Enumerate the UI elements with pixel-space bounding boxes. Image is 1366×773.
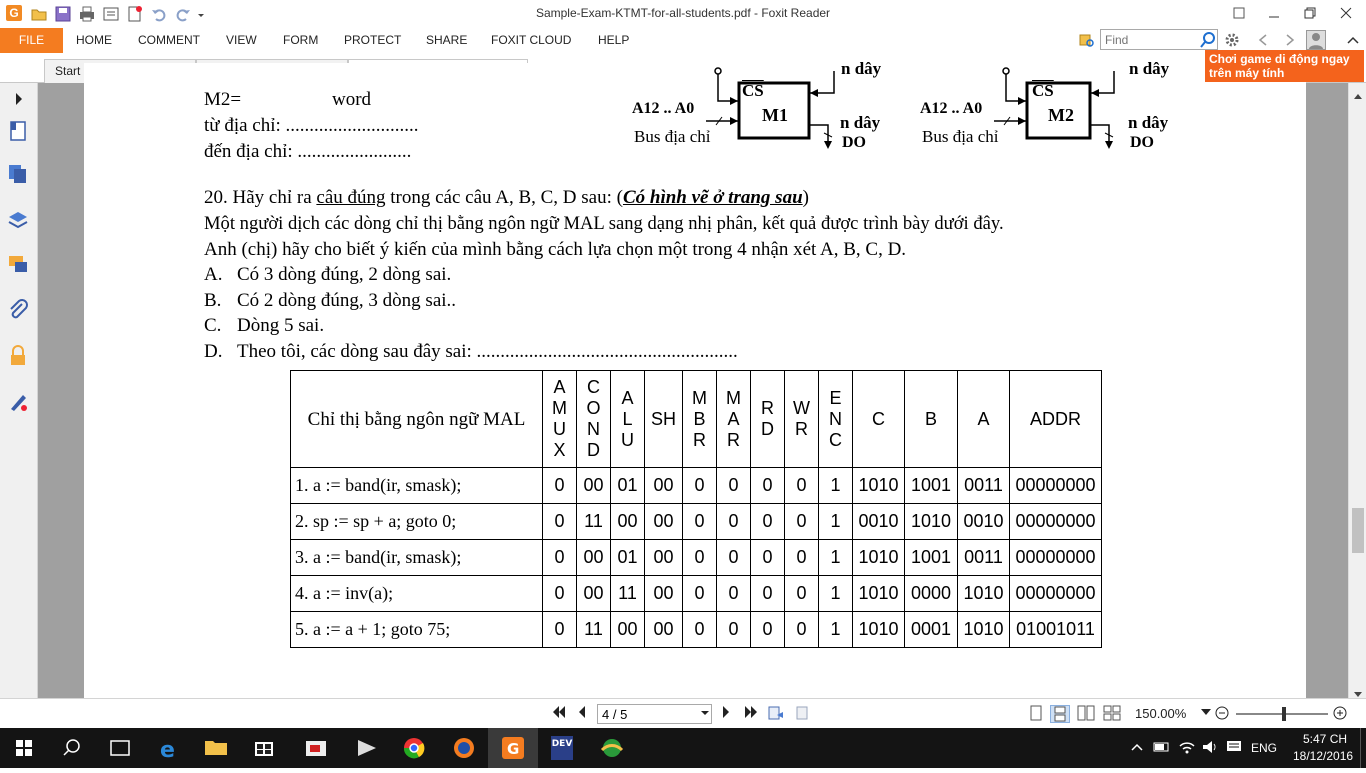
next-result-icon[interactable] — [1283, 31, 1297, 49]
value-cell: 0 — [717, 540, 751, 576]
value-cell: 00 — [611, 612, 645, 648]
battery-icon[interactable] — [1153, 739, 1171, 755]
value-cell: 1010 — [958, 576, 1010, 612]
value-cell: 00000000 — [1010, 576, 1102, 612]
value-cell: 0010 — [853, 504, 905, 540]
m2-word: word — [332, 89, 372, 110]
player-app-icon[interactable] — [342, 728, 390, 768]
page-dropdown-icon[interactable] — [700, 705, 710, 723]
store-icon[interactable] — [240, 728, 288, 768]
scroll-up-icon[interactable] — [1353, 87, 1363, 105]
task-view-icon[interactable] — [96, 728, 144, 768]
bookmarks-icon[interactable] — [7, 120, 29, 142]
header-enc: E N C — [819, 371, 853, 468]
value-cell: 1010 — [958, 612, 1010, 648]
expand-panel-icon[interactable] — [12, 89, 26, 111]
value-cell: 0 — [683, 576, 717, 612]
value-cell: 0 — [543, 576, 577, 612]
promo-line-1: Chơi game di động ngay — [1209, 52, 1350, 66]
signature-icon[interactable] — [7, 391, 29, 413]
page-number-input[interactable] — [597, 704, 712, 724]
table-row — [291, 576, 1102, 612]
value-cell: 0 — [717, 612, 751, 648]
volume-icon[interactable] — [1201, 738, 1219, 756]
vertical-scrollbar[interactable] — [1348, 83, 1366, 698]
minimize-button[interactable] — [1259, 2, 1289, 24]
value-cell: 0 — [717, 504, 751, 540]
value-cell: 00000000 — [1010, 468, 1102, 504]
option-b — [204, 290, 457, 312]
close-button[interactable] — [1331, 2, 1361, 24]
open-icon[interactable] — [30, 5, 48, 23]
edge-browser-icon[interactable] — [144, 728, 192, 768]
q20-suffix: ) — [802, 187, 809, 208]
m2-do-label: DO — [1130, 134, 1154, 151]
value-cell: 0 — [543, 540, 577, 576]
attachments-icon[interactable] — [7, 299, 29, 321]
option-text: Có 2 dòng đúng, 3 dòng sai.. — [237, 290, 457, 311]
foxit-taskbar-icon[interactable] — [488, 728, 538, 768]
q20-mid: trong các câu A, B, C, D sau: ( — [385, 187, 623, 208]
pdf-page — [84, 59, 1306, 723]
value-cell: 1010 — [853, 468, 905, 504]
option-key: D. — [204, 341, 223, 362]
file-explorer-icon[interactable] — [192, 728, 240, 768]
value-cell: 0 — [683, 612, 717, 648]
value-cell: 0011 — [958, 468, 1010, 504]
instruction-cell: 1. a := band(ir, smask); — [291, 468, 543, 504]
memory-m1-diagram — [626, 59, 926, 168]
header-sh: SH — [645, 371, 683, 468]
show-hidden-icons[interactable] — [1130, 740, 1144, 754]
redo-icon[interactable] — [174, 5, 192, 23]
value-cell: 0010 — [958, 504, 1010, 540]
option-text: Theo tôi, các dòng sau đây sai: ....................................................... — [237, 341, 738, 362]
facing-view-icon[interactable] — [1077, 705, 1095, 723]
option-d — [204, 341, 738, 363]
gear-icon[interactable] — [1223, 31, 1241, 49]
value-cell: 0 — [751, 468, 785, 504]
value-cell: 0 — [785, 504, 819, 540]
single-page-view-icon[interactable] — [1028, 705, 1044, 723]
continuous-facing-view-icon[interactable] — [1103, 705, 1121, 723]
header-rd: R D — [751, 371, 785, 468]
scrollbar-thumb[interactable] — [1352, 508, 1364, 553]
last-page-icon[interactable] — [743, 705, 759, 723]
value-cell: 1001 — [905, 468, 958, 504]
value-cell: 0 — [751, 612, 785, 648]
value-cell: 00 — [577, 468, 611, 504]
next-view-icon[interactable] — [793, 705, 811, 723]
m2-out-lines: n dây — [1128, 113, 1169, 132]
file-menu[interactable]: FILE — [0, 28, 63, 53]
value-cell: 00 — [645, 504, 683, 540]
value-cell: 00 — [577, 576, 611, 612]
value-cell: 0 — [543, 468, 577, 504]
value-cell: 0 — [785, 540, 819, 576]
undo-icon[interactable] — [150, 5, 168, 23]
from-address-line: từ địa chỉ: ............................ — [204, 115, 419, 136]
value-cell: 11 — [577, 612, 611, 648]
q20-figure-note: Có hình vẽ ở trang sau — [622, 187, 803, 208]
header-mbr: M B R — [683, 371, 717, 468]
m2-top-lines: n dây — [1129, 59, 1170, 78]
m1-top-lines: n dây — [841, 59, 882, 78]
start-button[interactable] — [0, 728, 48, 768]
security-lock-icon[interactable] — [7, 345, 29, 367]
prev-result-icon[interactable] — [1256, 31, 1270, 49]
firefox-icon[interactable] — [440, 728, 488, 768]
m1-do-label: DO — [842, 134, 866, 151]
m1-bus-label: Bus địa chỉ — [634, 127, 711, 146]
value-cell: 00 — [645, 612, 683, 648]
properties-icon[interactable] — [102, 5, 120, 23]
zoom-out-icon[interactable] — [1214, 705, 1230, 723]
menu-share[interactable]: SHARE — [426, 33, 468, 47]
tab-label: Start — [55, 64, 81, 78]
to-address-line: đến địa chỉ: ........................ — [204, 141, 412, 162]
header-wr: W R — [785, 371, 819, 468]
menu-view[interactable]: VIEW — [226, 33, 257, 47]
wifi-icon[interactable] — [1178, 738, 1196, 756]
value-cell: 11 — [611, 576, 645, 612]
m2-label: M2= — [204, 89, 242, 110]
header-c: C — [853, 371, 905, 468]
zoom-slider-thumb[interactable] — [1282, 707, 1286, 721]
instruction-cell: 2. sp := sp + a; goto 0; — [291, 504, 543, 540]
header-a: A — [958, 371, 1010, 468]
value-cell: 0 — [683, 540, 717, 576]
value-cell: 00 — [577, 540, 611, 576]
table-row — [291, 540, 1102, 576]
customize-quick-access-icon[interactable] — [196, 5, 206, 23]
zoom-in-icon[interactable] — [1332, 705, 1348, 723]
value-cell: 1010 — [905, 504, 958, 540]
value-cell: 1 — [819, 612, 853, 648]
value-cell: 1 — [819, 540, 853, 576]
restore-ribbon-icon[interactable] — [1226, 2, 1252, 24]
value-cell: 0 — [543, 504, 577, 540]
value-cell: 0000 — [905, 576, 958, 612]
value-cell: 0001 — [905, 612, 958, 648]
restore-button[interactable] — [1295, 2, 1325, 24]
value-cell: 00 — [645, 468, 683, 504]
m1-out-lines: n dây — [840, 113, 881, 132]
instruction-cell: 4. a := inv(a); — [291, 576, 543, 612]
value-cell: 0 — [717, 468, 751, 504]
status-navigation-bar — [0, 698, 1366, 728]
value-cell: 11 — [577, 504, 611, 540]
value-cell: 1 — [819, 576, 853, 612]
continuous-view-icon[interactable] — [1050, 705, 1070, 723]
menu-protect[interactable]: PROTECT — [344, 33, 402, 47]
option-text: Có 3 dòng đúng, 2 dòng sai. — [237, 264, 452, 285]
menu-form[interactable]: FORM — [283, 33, 319, 47]
header-cond: C O N D — [577, 371, 611, 468]
value-cell: 0 — [751, 540, 785, 576]
mal-instruction-table — [290, 370, 1102, 648]
value-cell: 1010 — [853, 540, 905, 576]
search-icon[interactable] — [1199, 31, 1217, 49]
table-row — [291, 612, 1102, 648]
question-20-heading — [204, 187, 809, 209]
value-cell: 0 — [683, 468, 717, 504]
value-cell: 01001011 — [1010, 612, 1102, 648]
value-cell: 0011 — [958, 540, 1010, 576]
memory-m2-diagram — [914, 59, 1214, 168]
save-icon[interactable] — [54, 5, 72, 23]
value-cell: 00 — [645, 576, 683, 612]
find-options-icon[interactable] — [1078, 31, 1096, 49]
search-taskbar-icon[interactable] — [48, 728, 96, 768]
m2-address-lines: A12 .. A0 — [920, 100, 983, 117]
menu-bar — [0, 28, 1366, 53]
m1-cs-label: $\overline{CS}$ — [742, 81, 764, 100]
value-cell: 0 — [751, 504, 785, 540]
value-cell: 0 — [717, 576, 751, 612]
header-alu: A L U — [611, 371, 645, 468]
option-c — [204, 315, 325, 337]
svg-text:G: G — [507, 740, 520, 758]
previous-page-icon[interactable] — [576, 705, 588, 723]
value-cell: 0 — [543, 612, 577, 648]
menu-help[interactable]: HELP — [598, 33, 630, 47]
zoom-level[interactable]: 150.00% — [1135, 706, 1187, 721]
next-page-icon[interactable] — [720, 705, 732, 723]
value-cell: 00000000 — [1010, 504, 1102, 540]
new-document-icon[interactable] — [126, 5, 144, 23]
windows-taskbar — [0, 728, 1366, 768]
option-key: C. — [204, 315, 222, 336]
header-instruction: Chỉ thị bằng ngôn ngữ MAL — [291, 371, 543, 468]
comments-icon[interactable] — [7, 253, 29, 275]
show-desktop-button[interactable] — [1360, 728, 1366, 768]
promo-banner[interactable] — [1205, 50, 1364, 82]
instruction-cell: 5. a := a + 1; goto 75; — [291, 612, 543, 648]
notifications-icon[interactable] — [1225, 739, 1243, 755]
m1-address-lines: A12 .. A0 — [632, 100, 695, 117]
table-header-row — [291, 371, 1102, 468]
value-cell: 00 — [645, 540, 683, 576]
print-icon[interactable] — [78, 5, 96, 23]
header-mar: M A R — [717, 371, 751, 468]
promo-line-2: trên máy tính — [1209, 66, 1285, 80]
paragraph-2: Anh (chị) hãy cho biết ý kiến của mình bằng cách lựa chọn một trong 4 nhận xét A, B, C, D. — [204, 239, 907, 260]
table-row — [291, 504, 1102, 540]
m2-name: M2 — [1048, 105, 1074, 125]
user-avatar-icon[interactable] — [1306, 30, 1326, 50]
value-cell: 1001 — [905, 540, 958, 576]
value-cell: 01 — [611, 540, 645, 576]
value-cell: 1010 — [853, 612, 905, 648]
m2-cs-label: $\overline{CS}$ — [1032, 81, 1054, 100]
header-b: B — [905, 371, 958, 468]
window-title: Sample-Exam-KTMT-for-all-students.pdf - Foxit Reader — [535, 6, 831, 20]
instruction-cell: 3. a := band(ir, smask); — [291, 540, 543, 576]
media-app-icon[interactable] — [292, 728, 340, 768]
menu-comment[interactable]: COMMENT — [138, 33, 200, 47]
foxit-logo-icon[interactable]: G — [6, 5, 22, 21]
clock-time[interactable]: 5:47 CH — [1303, 732, 1348, 746]
header-addr: ADDR — [1010, 371, 1102, 468]
title-bar — [0, 0, 1366, 28]
pages-thumbnail-icon[interactable] — [7, 163, 29, 185]
dev-label: DEV — [551, 736, 573, 760]
value-cell: 0 — [785, 576, 819, 612]
value-cell: 1 — [819, 468, 853, 504]
m1-name: M1 — [762, 105, 788, 125]
option-a — [204, 264, 452, 286]
paragraph-1: Một người dịch các dòng chỉ thị bằng ngôn ngữ MAL sang dạng nhị phân, kết quả được trình bày dưới đây. — [204, 213, 1004, 234]
q20-underlined: câu đúng — [316, 187, 386, 208]
layers-icon[interactable] — [7, 209, 29, 231]
clock-date[interactable]: 18/12/2016 — [1293, 749, 1354, 763]
input-language[interactable]: ENG — [1251, 741, 1278, 755]
table-row — [291, 468, 1102, 504]
chrome-icon[interactable] — [390, 728, 438, 768]
menu-foxit-cloud[interactable]: FOXIT CLOUD — [491, 33, 572, 47]
navigation-sidebar — [0, 83, 38, 698]
menu-home[interactable]: HOME — [76, 33, 112, 47]
previous-view-icon[interactable] — [767, 705, 785, 723]
ribbon-collapse-icon[interactable] — [1346, 34, 1360, 46]
value-cell: 0 — [751, 576, 785, 612]
dev-cpp-icon[interactable] — [538, 728, 586, 768]
network-app-icon[interactable] — [588, 728, 636, 768]
svg-text:e: e — [160, 738, 175, 763]
first-page-icon[interactable] — [551, 705, 567, 723]
value-cell: 01 — [611, 468, 645, 504]
header-amux: A M U X — [543, 371, 577, 468]
value-cell: 0 — [683, 504, 717, 540]
value-cell: 00 — [611, 504, 645, 540]
m2-bus-label: Bus địa chỉ — [922, 127, 999, 146]
value-cell: 1010 — [853, 576, 905, 612]
option-key: A. — [204, 264, 223, 285]
value-cell: 00000000 — [1010, 540, 1102, 576]
q20-prefix: 20. Hãy chỉ ra — [204, 187, 317, 208]
option-key: B. — [204, 290, 222, 311]
value-cell: 0 — [785, 468, 819, 504]
option-text: Dòng 5 sai. — [237, 315, 325, 336]
value-cell: 1 — [819, 504, 853, 540]
value-cell: 0 — [785, 612, 819, 648]
